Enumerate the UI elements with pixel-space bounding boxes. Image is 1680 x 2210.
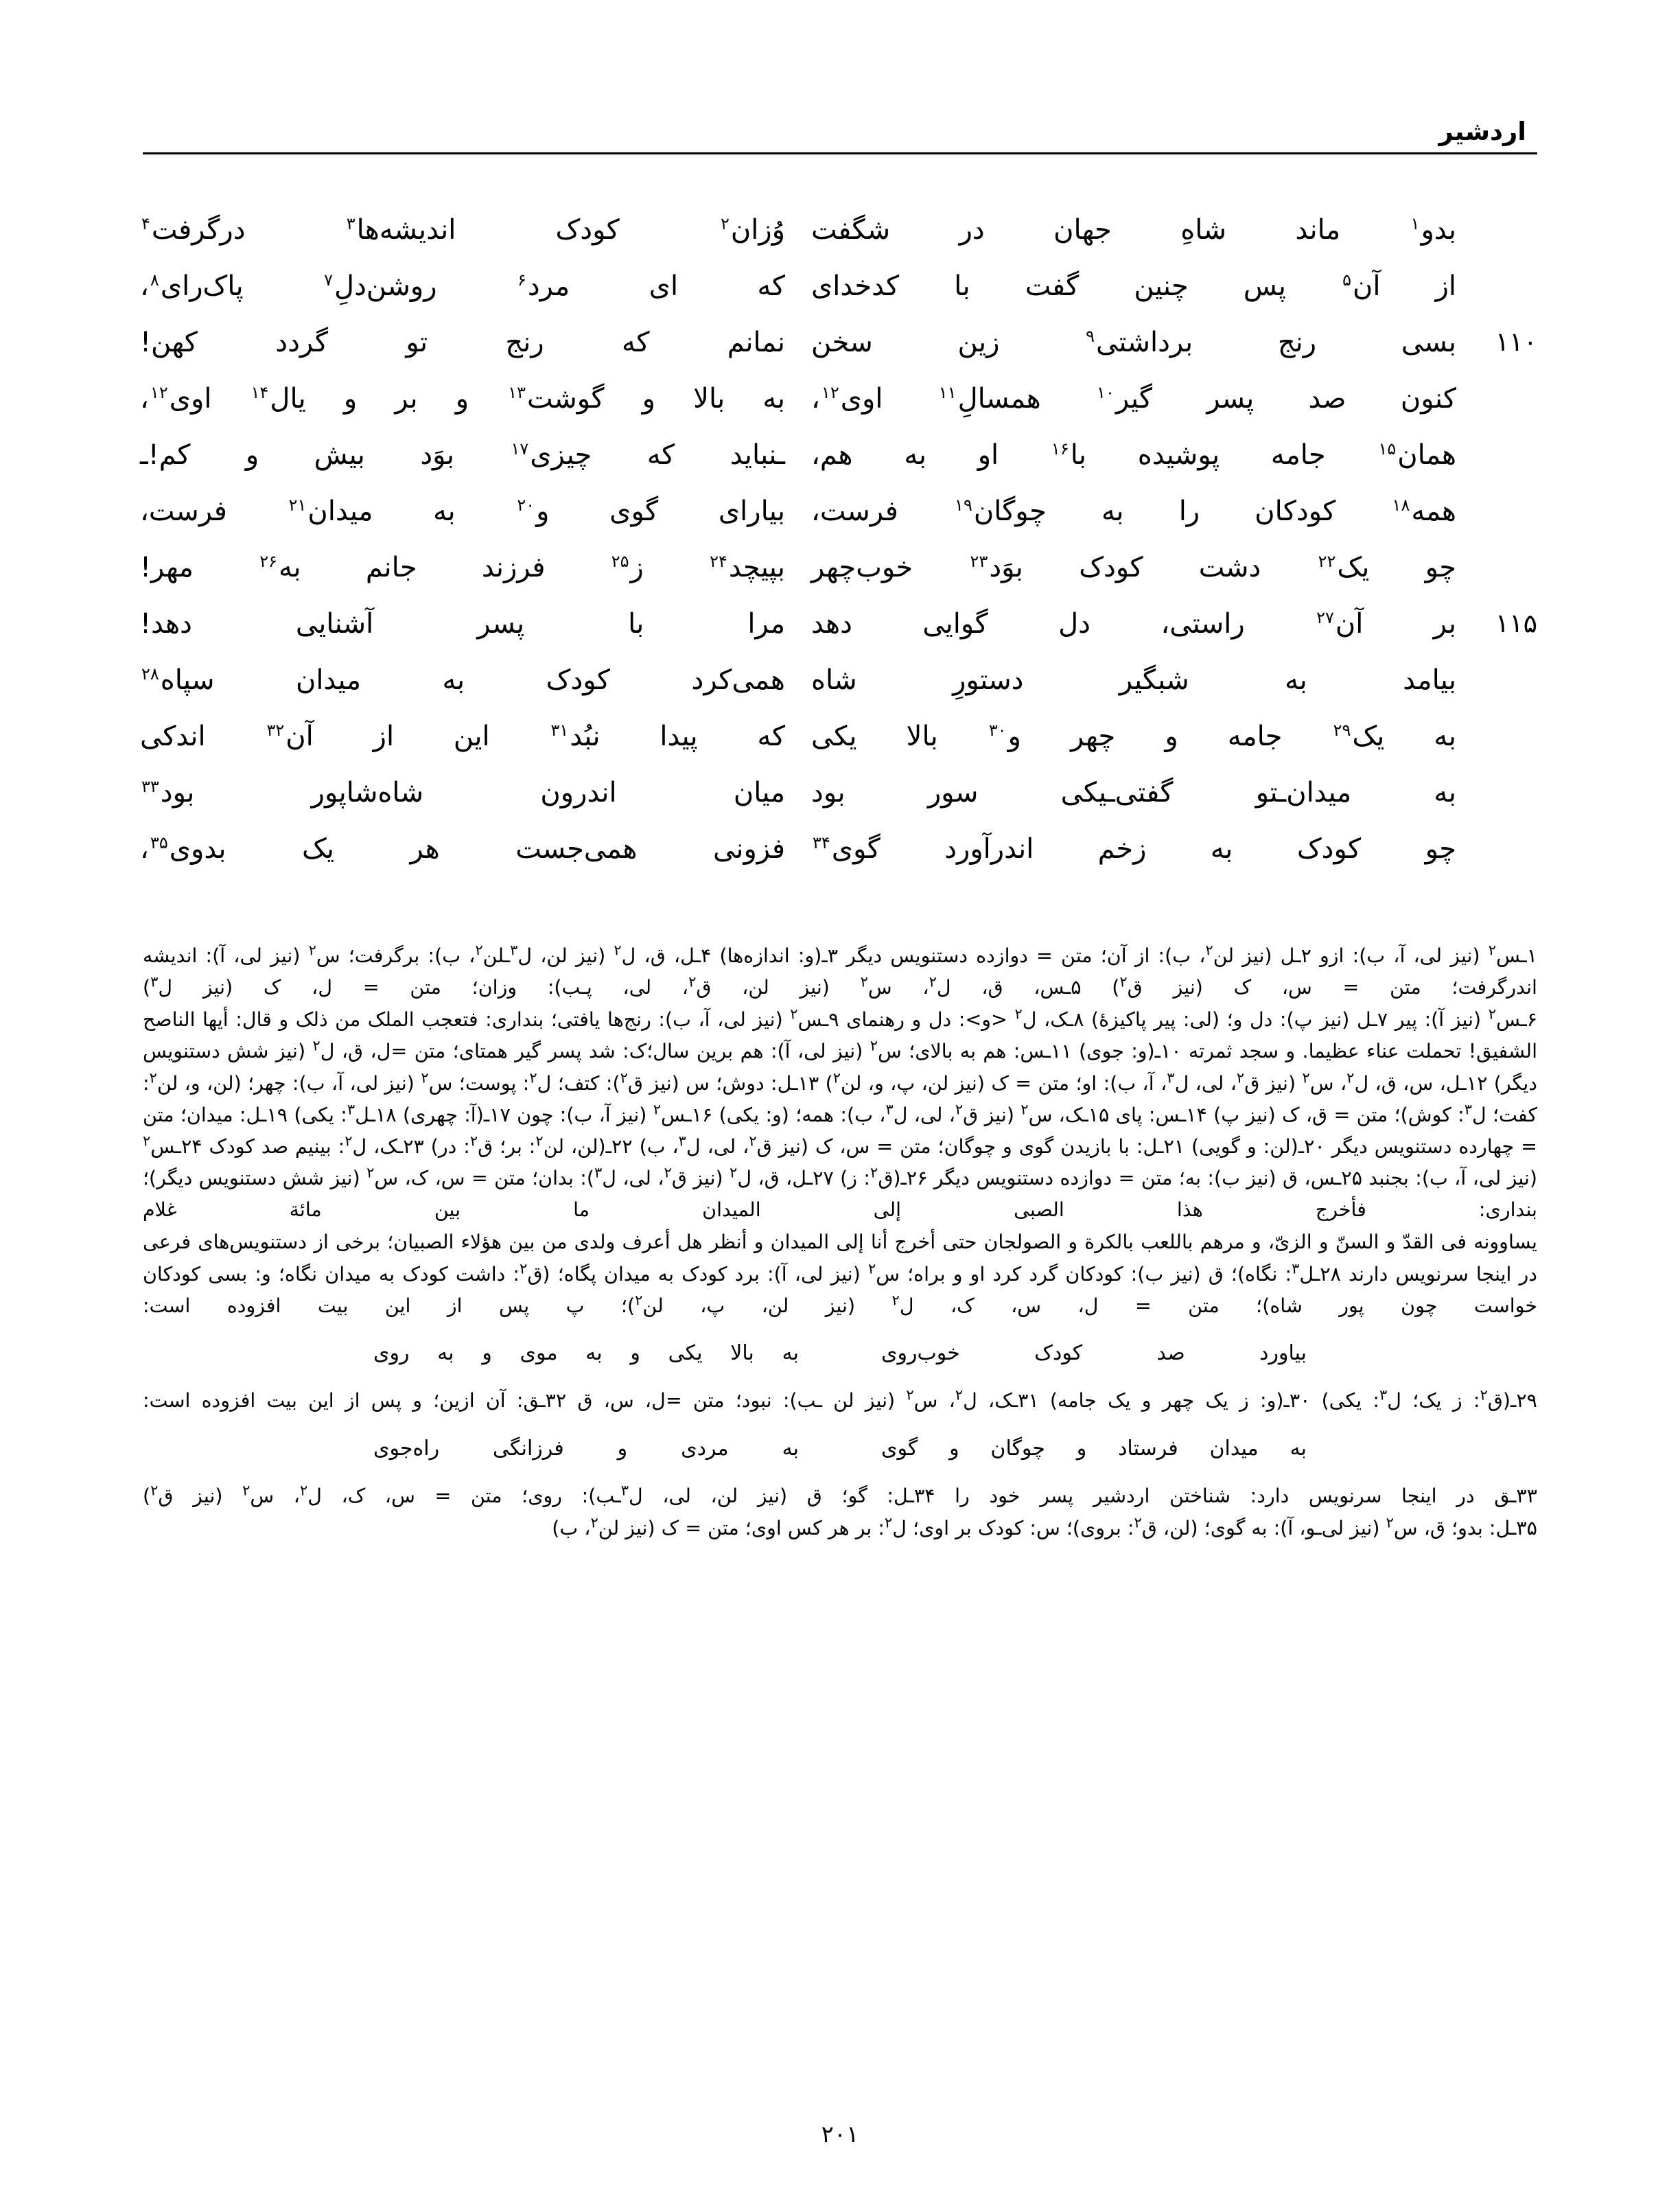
hemistich-first: چو یک$^{۲۲}$ دشت کودک بوَد$^{۲۳}$ خوب‌چهر (811, 551, 1457, 583)
inset-hemistich-second: به بالا یکی و به موی و به روی (373, 1340, 799, 1365)
hemistich-second: بپیچد$^{۲۴}$ ز$^{۲۵}$ فرزند جانم به$^{۲۶}$ مهر! (140, 551, 785, 583)
verse-line (140, 544, 1537, 594)
verse-number (1469, 206, 1537, 214)
hemistich-second: به بالا و گوشت$^{۱۳}$ و بر و یال$^{۱۴}$ اوی$^{۱۲}$، (140, 382, 786, 415)
apparatus-paragraph: ۳۳ـق در اینجا سرنویس دارد: شناختن اردشیر پسر خود را ۳۴ـل: گو؛ ق (نیز لن، لی، ل$^۳$ـب): روی؛ متن = س، ک، ل$^۲$، س$^۲$ (نیز ق$^۲$) (143, 1482, 1537, 1508)
verse-line (140, 318, 1537, 369)
hemistich-second: میان اندرون شاه‌شاپور بود$^{۳۳}$ (141, 776, 785, 809)
apparatus-inset-verse (143, 1337, 1537, 1371)
hemistich-first: به میدان‌ـتو گفتی‌ـیکی سور بود (811, 777, 1456, 809)
apparatus-inset-verse (143, 1432, 1537, 1466)
hemistich-second: ـنباید که چیزی$^{۱۷}$ بوَد بیش و کم!ـ (140, 439, 785, 471)
verse-line (140, 712, 1537, 763)
verse-line (140, 375, 1537, 425)
apparatus-paragraph: ۶ـس$^۲$ (نیز آ): پیر ۷ـل (نیز پ): دل و؛ (لی: پیر پاکیزۀ) ۸ـک، ل$^۲$ <و>: دل و رهنمای ۹ـس$^۲$ (نیز لی، آ، ب): رنج‌ها یافتی؛ بنداری: فتعجب الملک من ذلک و قال: أیها الناصح الشفیق! تحملت عناء عظیما. و سجد ثمرته ۱۰ـ(و: جوی) ۱۱ـس: هم به بالای؛ س$^۲$ (نیز لی، آ): هم برین سال؛ک: شد پسر گیر همتای؛ متن =ل، ق، ل$^۲$ (نیز شش دستنویس دیگر) ۱۲ـل، س، ق، ل$^۲$، س$^۲$ (نیز ق$^۲$، لی، ل$^۳$، آ، ب): او؛ متن = ک (نیز لن، پ، و، لن$^۲$) ۱۳ـل: دوش؛ س (نیز ق$^۲$): کتف؛ ل$^۲$: پوست؛ س$^۲$ (نیز لی، آ، ب): چهر؛ (لن، و، لن$^۲$: کفت؛ ل$^۳$: کوش)؛ متن = ق، ک (نیز پ) ۱۴ـس: پای ۱۵ـک، س$^۲$ (نیز ق$^۲$، لی، ل$^۳$، ب): همه؛ (و: یکی) ۱۶ـس$^۲$ (نیز آ، ب): چون ۱۷ـ(آ: چهری) ۱۸ـل$^۳$: یکی) ۱۹ـل: میدان؛ متن = چهارده دستنویس دیگر ۲۰ـ(لن: و گویی) ۲۱ـل: با بازیدن گوی و چوگان؛ متن = س، ک (نیز ق$^۲$، لی، ل$^۳$، ب) ۲۲ـ(لن، لن$^۲$: بر؛ ق$^۲$: در) ۲۳ـک، ل$^۲$: بینیم صد کودک ۲۴ـس$^۲$ (نیز لی، آ، ب): بجنبد ۲۵ـس، ق (نیز ب): به؛ متن = دوازده دستنویس دیگر ۲۶ـ(ق$^۲$: ز) ۲۷ـل، ق، ل$^۲$ (نیز ق$^۲$، لی، ل$^۳$): بدان؛ متن = س، ک، س$^۲$ (نیز شش دستنویس دیگر)؛ بنداری: فأخرج هذا الصبی إلی المیدان ما بین مائة غلام (143, 1005, 1538, 1222)
verse-number (1469, 712, 1537, 721)
verse-line (140, 262, 1537, 312)
hemistich-first: همان$^{۱۵}$ جامه پوشیده با$^{۱۶}$ او به هم، (811, 439, 1456, 471)
hemistich-second: وُزان$^۲$ کودک اندیشه‌ها$^۳$ درگرفت$^۴$ (141, 213, 785, 246)
apparatus-paragraph: یساوونه فی القدّ و السنّ و الزیّ، و مرهم باللعب بالکرة و الصولجان حتی أخرج أنا إلی المیدان و أنظر هل أعرف ولدی من بین هؤلاء الصبیان؛ برخی از دستنویس‌های فرعی در اینجا سرنویس دارند ۲۸ـل$^۳$: نگاه)؛ ق (نیز ب): کودکان گرد کرد او و براه؛ س$^۲$ (نیز لی، آ): برد کودک به میدان پگاه؛ (ق$^۲$: داشت کودک به میدان نگاه؛ و: بسی کودکان خواست چون پور شاه)؛ متن = ل، س، ک، ل$^۲$ (نیز لن، پ، لن$^۲$)؛ پ پس از این بیت افزوده است: (143, 1231, 1537, 1317)
hemistich-second: که ای مرد$^۶$ روشن‌دلِ$^۷$ پاک‌رای$^۸$، (140, 270, 785, 302)
verse-number (1469, 656, 1537, 664)
inset-hemistich-first: به میدان فرستاد و چوگان و گوی (881, 1436, 1307, 1461)
apparatus-paragraph: ۳۵ـل: بدو؛ ق، س$^۲$ (نیز لی‌ـو، آ): به گوی؛ (لن، ق$^۲$: بروی)؛ س: کودک بر اوی؛ ل$^۲$: بر هر کس اوی؛ متن = ک (نیز لن$^۲$، ب) (552, 1514, 1537, 1540)
running-head-rule (143, 152, 1537, 154)
running-head-title: اردشیر (1438, 117, 1526, 146)
verse-block (140, 206, 1537, 881)
verse-number (1469, 544, 1537, 552)
folio-number: ۲۰۱ (821, 2121, 859, 2148)
hemistich-second: فزونی همی‌جست هر یک بدوی$^{۳۵}$، (140, 833, 785, 865)
verse-line (140, 431, 1537, 481)
hemistich-second: بیارای گوی و$^{۲۰}$ به میدان$^{۲۱}$ فرست، (140, 495, 786, 527)
hemistich-first: بدو$^۱$ ماند شاهِ جهان در شگفت (811, 213, 1456, 246)
critical-apparatus (143, 940, 1537, 1546)
verse-line (140, 600, 1537, 650)
hemistich-first: بر آن$^{۲۷}$ راستی، دل گوایی دهد (811, 607, 1457, 640)
verse-line (140, 825, 1537, 875)
verse-line (143, 769, 1537, 819)
verse-number (1469, 769, 1537, 777)
hemistich-second: که پیدا نبُد$^{۳۱}$ این از آن$^{۳۲}$ اندکی (140, 720, 785, 752)
hemistich-second: مرا با پسر آشنایی دهد! (140, 608, 785, 640)
verse-number: ۱۱۵ (1495, 608, 1537, 638)
verse-line (143, 206, 1537, 256)
apparatus-paragraph: ۲۹ـ(ق$^۲$: ز یک؛ ل$^۳$: یکی) ۳۰ـ(و: ز یک چهر و یک جامه) ۳۱ـک، ل$^۲$، س$^۲$ (نیز لن ـب): نبود؛ متن =ل، س، ق ۳۲ـق: آن ازین؛ و پس از این بیت افزوده است: (143, 1386, 1537, 1412)
hemistich-second: همی‌کرد کودک به میدان سپاه$^{۲۸}$ (141, 664, 785, 696)
hemistich-first: چو کودک به زخم اندرآورد گوی$^{۳۴}$ (813, 833, 1456, 865)
verse-line (143, 656, 1537, 706)
running-head (143, 117, 1537, 154)
hemistich-first: کنون صد پسر گیر$^{۱۰}$ همسالِ$^{۱۱}$ اوی$^{۱۲}$، (811, 382, 1457, 415)
verse-number (1469, 262, 1537, 270)
hemistich-first: به یک$^{۲۹}$ جامه و چهر و$^{۳۰}$ بالا یکی (811, 720, 1456, 752)
hemistich-first: از آن$^۵$ پس چنین گفت با کدخدای (811, 270, 1456, 302)
inset-hemistich-second: به مردی و فرزانگی راه‌جوی (373, 1436, 799, 1461)
hemistich-first: بسی رنج برداشتی$^۹$ زین سخن (811, 326, 1456, 358)
hemistich-second: نمانم که رنج تو گردد کهن! (140, 327, 785, 358)
verse-number (1469, 825, 1537, 833)
verse-number (1469, 375, 1537, 383)
inset-hemistich-first: بیاورد صد کودک خوب‌روی (881, 1340, 1307, 1365)
verse-line (140, 487, 1537, 537)
verse-number: ۱۱۰ (1495, 327, 1537, 357)
hemistich-first: بیامد به شبگیر دستورِ شاه (811, 664, 1456, 696)
verse-number (1469, 487, 1537, 496)
hemistich-first: همه$^{۱۸}$ کودکان را به چوگان$^{۱۹}$ فرست، (811, 495, 1456, 527)
apparatus-paragraph: ۱ـس$^۲$ (نیز لی، آ، ب): ازو ۲ـل (نیز لن$^۲$، ب): از آن؛ متن = دوازده دستنویس دیگر ۳ـ(و: اندازه‌ها) ۴ـل، ق، ل$^۲$ (نیز لن، ل$^۳$ـلن$^۲$، ب): برگرفت؛ س$^۲$ (نیز لی، آ): اندیشه اندرگرفت؛ متن = س، ک (نیز ق$^۲$) ۵ـس، ق، ل$^۲$، س$^۲$ (نیز لن، ق$^۲$، لی، پـب): وزان؛ متن = ل، ک (نیز ل$^۳$) (143, 942, 1538, 999)
verse-number (1469, 431, 1537, 439)
